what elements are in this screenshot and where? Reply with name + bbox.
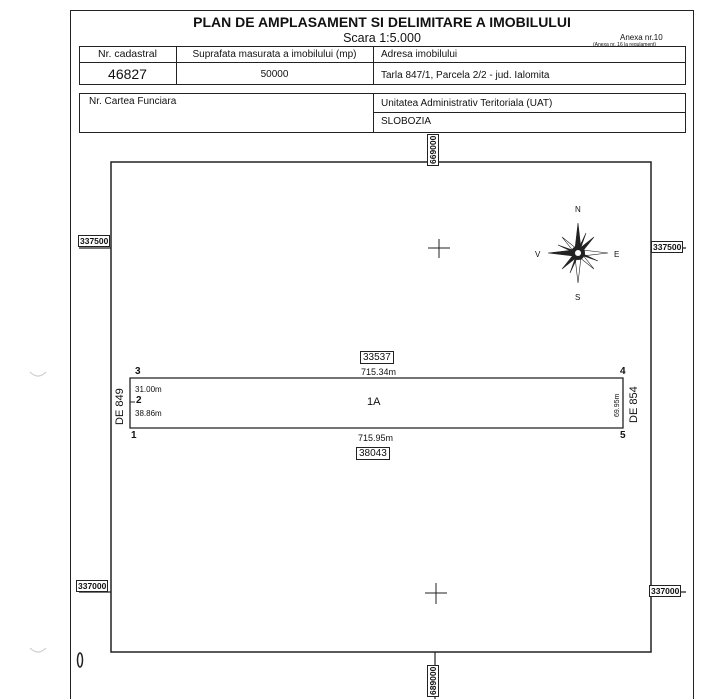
neighbor-right-label: DE 854 — [628, 386, 640, 423]
uat-value: SLOBOZIA — [381, 116, 432, 127]
coord-label-bottom: 689000 — [428, 666, 438, 695]
point-label-2: 2 — [136, 395, 142, 406]
land-book-label: Nr. Cartea Funciara — [89, 96, 177, 107]
side-top-length: 715.34m — [361, 367, 397, 377]
area-label: Suprafata masurata a imobilului (mp) — [192, 49, 357, 60]
side-bottom-length: 715.95m — [358, 433, 394, 443]
point-label-5: 5 — [620, 430, 626, 441]
area-value: 50000 — [260, 69, 289, 80]
side-left-lower-length: 38.86m — [135, 409, 162, 418]
grid-cross-upper — [428, 239, 450, 258]
annex-note: (Anexa nr. 16 la regulament) — [593, 42, 657, 48]
page-title: PLAN DE AMPLASAMENT SI DELIMITARE A IMOBILULUI — [193, 14, 571, 30]
grid-cross-lower — [425, 583, 447, 604]
margin-ring-mark — [30, 372, 46, 376]
coord-label-left-lower: 337000 — [78, 581, 107, 591]
uat-label: Unitatea Administrativ Teritoriala (UAT) — [381, 98, 553, 109]
cadastral-label: Nr. cadastral — [98, 48, 157, 60]
coord-label-right-lower: 337000 — [651, 586, 680, 596]
point-label-3: 3 — [135, 366, 141, 377]
binder-clip-icon — [78, 653, 83, 667]
point-label-4: 4 — [620, 366, 626, 377]
compass-rose-icon — [548, 223, 608, 283]
compass-north: N — [575, 205, 581, 214]
neighbor-left-label: DE 849 — [114, 388, 126, 425]
scale-label: Scara 1:5.000 — [343, 31, 421, 45]
address-value: Tarla 847/1, Parcela 2/2 - jud. Ialomita — [381, 70, 550, 81]
cadastral-value: 46827 — [108, 66, 147, 82]
map-frame — [111, 162, 651, 652]
coord-label-right-upper: 337500 — [653, 242, 682, 252]
side-left-upper-length: 31.00m — [135, 385, 162, 394]
coord-label-top: 669000 — [428, 135, 438, 164]
compass-east: E — [614, 250, 620, 259]
point-label-1: 1 — [131, 430, 137, 441]
parcel-id-label: 1A — [367, 396, 381, 408]
coord-label-left-upper: 337500 — [80, 236, 109, 246]
compass-south: S — [575, 293, 581, 302]
annex-label: Anexa nr.10 — [620, 33, 663, 42]
neighbor-top-label: 33537 — [360, 351, 394, 364]
neighbor-bottom-label: 38043 — [356, 447, 390, 460]
address-label: Adresa imobilului — [381, 49, 458, 60]
side-right-length: 69.95m — [614, 393, 621, 417]
compass-west: V — [535, 250, 541, 259]
margin-ring-mark-2 — [30, 648, 46, 652]
